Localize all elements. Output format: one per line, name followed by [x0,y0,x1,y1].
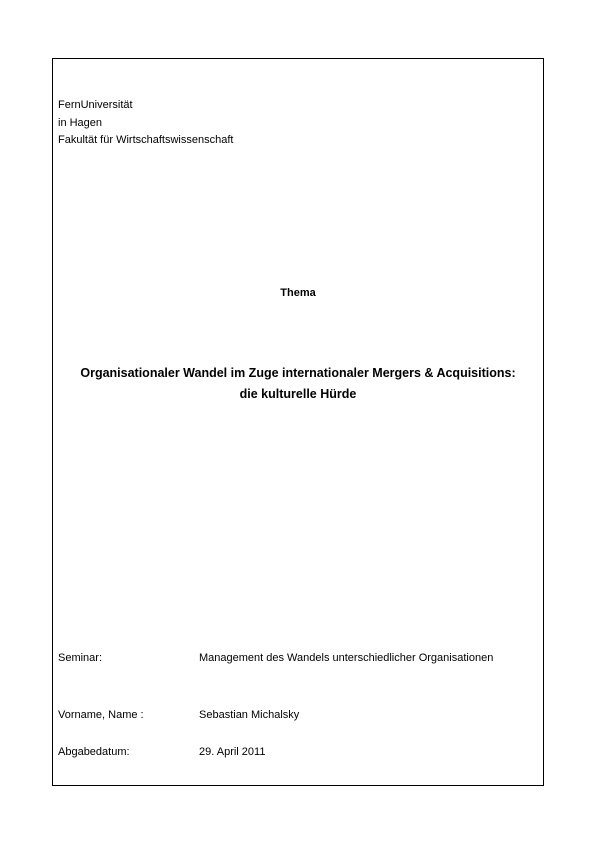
seminar-label: Seminar: [58,652,103,664]
page-frame [52,58,544,786]
thema-label: Thema [280,287,316,299]
title-line-2: die kulturelle Hürde [239,387,357,401]
date-label: Abgabedatum: [58,746,130,758]
university-name: FernUniversität [58,99,133,111]
name-value: Sebastian Michalsky [199,709,300,721]
faculty-name: Fakultät für Wirtschaftswissenschaft [58,134,234,146]
date-value: 29. April 2011 [199,746,266,758]
document-title [53,363,543,405]
title-line-1: Organisationaler Wandel im Zuge internationaler Mergers & Acquisitions: [80,366,516,380]
university-location: in Hagen [58,116,103,129]
name-label: Vorname, Name : [58,709,144,721]
seminar-value: Management des Wandels unterschiedlicher Organisationen [199,652,494,664]
institution-block [58,97,233,150]
